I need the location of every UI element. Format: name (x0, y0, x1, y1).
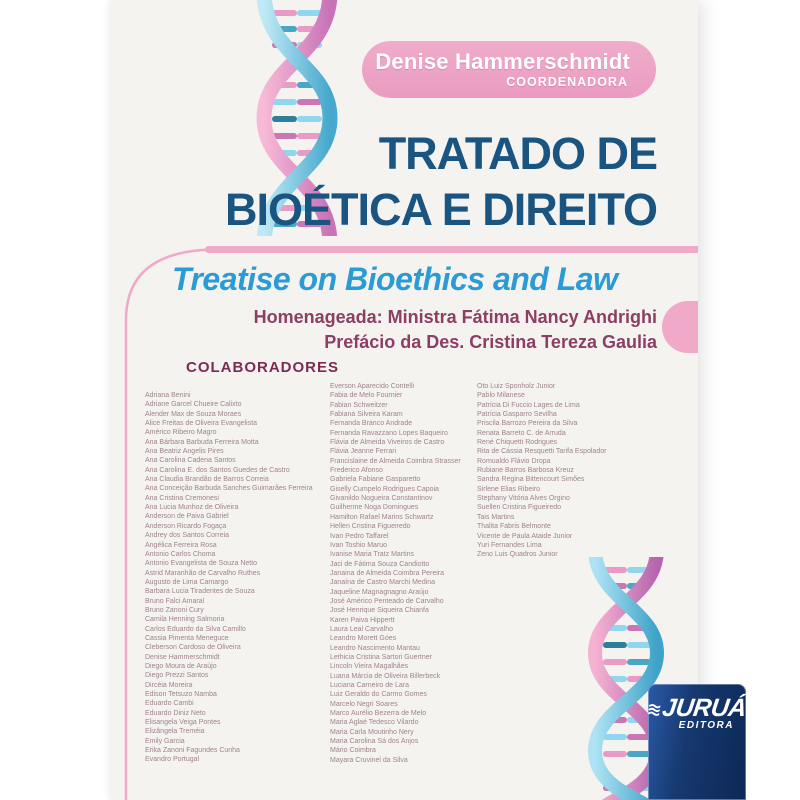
collaborator-name: Guilherme Noga Domingues (330, 504, 419, 512)
collaborator-name: Angélica Ferreira Rosa (145, 541, 217, 549)
collaborator-name: Lincoln Vieira Magalhães (330, 663, 409, 671)
collaborator-name: Suellen Cristina Figueiredo (477, 504, 562, 512)
collaborator-name: Anderson Ricardo Fogaça (145, 522, 227, 530)
collaborator-name: Ana Conceição Barbuda Sanches Guimarães Ferreira (145, 485, 313, 493)
collaborator-name: Denise Hammerschmidt (145, 653, 220, 661)
collaborators-column-3 (477, 382, 662, 560)
author-banner (362, 41, 656, 98)
collaborator-name: Sirlene Elias Ribeiro (477, 485, 541, 493)
preface-line: Prefácio da Des. Cristina Tereza Gaulia (324, 332, 657, 352)
pink-divider-bar (205, 246, 698, 253)
collaborators-heading: COLABORADORES (186, 359, 340, 376)
collaborator-name: René Chiquetti Rodrigues (477, 439, 558, 447)
collaborator-name: Ivanise Maria Tratz Martins (330, 551, 415, 559)
collaborator-name: Ana Beatriz Angelis Pires (145, 448, 224, 456)
collaborator-name: Oto Luiz Sponholz Junior (477, 383, 556, 390)
collaborator-name: Lethicia Cristina Sartori Guertner (330, 653, 432, 661)
collaborator-name: Janaina de Almeida Coimbra Pereira (330, 569, 445, 577)
collaborator-name: Barbara Lucia Tiradentes de Souza (145, 588, 255, 596)
collaborator-name: Vicente de Paula Ataide Junior (477, 532, 573, 540)
collaborator-name: Bruno Falci Amaral (145, 597, 205, 605)
collaborator-name: Anderson de Paiva Gabriel (145, 513, 229, 521)
collaborator-name: Dircéia Moreira (145, 681, 193, 689)
collaborator-name: Patrícia Gasparro Sevilha (477, 411, 557, 419)
collaborator-name: Ana Carolina Cadena Santos (145, 457, 236, 465)
collaborator-name: Priscila Barrozo Pereira da Silva (477, 420, 578, 428)
wave-lines-icon (647, 701, 662, 717)
collaborator-name: Evandro Portugal (145, 756, 200, 764)
collaborator-name: Renata Barreto C. de Arruda (477, 429, 566, 437)
collaborator-name: Fabia de Melo Fournier (330, 392, 403, 400)
collaborator-name: Ana Cristina Cremonesi (145, 494, 219, 502)
collaborator-name: Eduardo Cambi (145, 700, 194, 708)
collaborator-name: Elizângela Treméia (145, 728, 205, 736)
collaborator-name: Leandro Morett Góes (330, 635, 397, 643)
collaborator-name: Fernanda Ravazzano Lopes Baqueiro (330, 429, 448, 437)
collaborator-name: Américo Ribeiro Magro (145, 429, 217, 437)
collaborator-name: Pablo Milanese (477, 392, 525, 400)
collaborator-name: Luciana Carneiro de Lara (330, 682, 409, 689)
collaborator-name: Janaína de Castro Marchi Medina (330, 579, 436, 587)
collaborator-name: José Américo Penteado de Carvalho (330, 597, 444, 605)
collaborator-name: Antonio Evangelista de Souza Netto (145, 560, 258, 568)
collaborator-name: Antonio Carlos Choma (145, 550, 216, 558)
collaborator-name: Camila Henning Salmoria (145, 616, 225, 624)
collaborator-name: Flávia Jeanne Ferrari (330, 448, 397, 456)
collaborator-name: Marcelo Negri Soares (330, 700, 398, 708)
collaborator-name: Stephany Vitória Alves Orgino (477, 495, 570, 503)
collaborator-name: Ana Carolina E. dos Santos Guedes de Castro (145, 466, 290, 474)
collaborator-name: Erika Zanoni Fagundes Cunha (145, 747, 240, 755)
honoree-line: Homenageada: Ministra Fátima Nancy Andrighi (253, 307, 657, 327)
collaborator-name: Elisangela Veiga Pontes (145, 719, 221, 727)
author-name: Denise Hammerschmidt (375, 48, 630, 74)
collaborator-name: Everson Aparecido Contelli (330, 383, 415, 390)
collaborator-name: Leandro Nascimento Mantau (330, 644, 420, 652)
honors-block (254, 305, 657, 355)
collaborator-name: Ivan Toshio Maruo (330, 541, 388, 549)
collaborator-name: Yuri Fernandes Lima (477, 541, 542, 549)
collaborator-name: Luana Márcia de Oliveira Billerbeck (330, 672, 441, 680)
collaborator-name: Giselly Cumpelo Rodrigues Capoia (330, 485, 439, 493)
collaborator-name: Fabiana Silveira Karam (330, 411, 403, 419)
collaborator-name: Cassia Pimenta Meneguce (145, 634, 229, 642)
collaborator-name: Givanildo Nogueira Constantinov (330, 495, 433, 503)
collaborator-name: Bruno Zanoni Cury (145, 606, 204, 614)
collaborator-name: Andrey dos Santos Correia (145, 532, 230, 540)
collaborator-name: Ivan Pedro Taffarel (330, 532, 389, 540)
collaborator-name: Ana Lucia Munhoz de Oliveira (145, 504, 239, 512)
publisher-tagline: EDITORA (678, 720, 734, 731)
collaborator-name: Hellen Cristina Figueiredo (330, 523, 411, 531)
collaborator-name: Thalita Fabris Belmonte (477, 523, 551, 531)
collaborator-name: Jaqueline Magnagnagno Araújo (330, 588, 429, 596)
collaborator-name: Rubiane Barros Barbosa Kreuz (477, 467, 574, 475)
collaborator-name: Fernanda Branco Andrade (330, 420, 413, 428)
collaborator-name: Ana Bárbara Barbuda Ferreira Motta (145, 438, 259, 446)
collaborator-name: Tais Martins (477, 513, 515, 521)
collaborator-name: Hamilton Rafael Marins Schwartz (330, 513, 434, 521)
collaborator-name: Francislaine de Almeida Coimbra Strasser (330, 457, 461, 465)
collaborator-name: Diego Moura de Araújo (145, 662, 217, 670)
author-role: COORDENADORA (506, 74, 628, 89)
collaborator-name: Augusto de Lima Camargo (145, 578, 229, 586)
collaborator-name: Sandra Regina Bittencourt Simões (477, 476, 585, 484)
collaborator-name: Frederico Afonso (330, 467, 383, 475)
book-title-line2: BIOÉTICA E DIREITO (224, 184, 657, 235)
collaborator-name: Alice Freitas de Oliveira Evangelista (145, 420, 258, 428)
collaborator-name: Luiz Geraldo do Carmo Gomes (330, 691, 427, 699)
collaborator-name: Maria Aglaé Tedesco Vilardo (330, 719, 419, 727)
collaborator-name: Romualdo Flávio Dropa (477, 457, 551, 465)
collaborator-name: Emily Garcia (145, 737, 185, 745)
collaborator-name: Edison Tetsuzo Namba (145, 691, 217, 698)
collaborator-name: Adriana Benini (145, 392, 191, 399)
collaborator-name: Karen Paiva Hippertt (330, 616, 395, 624)
collaborator-name: Cleberson Cardoso de Oliveira (145, 644, 241, 652)
collaborator-name: Laura Leal Carvalho (330, 625, 394, 633)
collaborator-name: Adriane Garcel Chueire Calixto (145, 401, 242, 409)
book-title-line1: TRATADO DE (378, 128, 657, 179)
collaborator-name: Eduardo Diniz Neto (145, 709, 206, 717)
collaborator-name: Patrícia Di Fuccio Lages de Lima (477, 401, 580, 409)
collaborators-column-1 (145, 391, 330, 765)
collaborator-name: José Henrique Siqueira Chianfa (330, 607, 429, 615)
publisher-logo (648, 684, 749, 800)
collaborator-name: Mário Coimbra (330, 747, 376, 755)
collaborator-name: Jaci de Fátima Souza Candiotto (330, 560, 430, 568)
collaborator-name: Diego Prezzi Santos (145, 672, 209, 680)
collaborator-name: Astrid Maranhão de Carvalho Ruthes (145, 569, 261, 577)
collaborator-name: Ana Claudia Brandão de Barros Correia (145, 476, 269, 484)
collaborator-name: Gabriela Fabiane Gasparetto (330, 476, 421, 484)
collaborator-name: Fabian Schweitzer (330, 401, 388, 409)
collaborator-name: Flávia de Almeida Viveiros de Castro (330, 439, 445, 447)
book-title (225, 126, 657, 238)
collaborator-name: Zeno Luis Quadros Junior (477, 551, 558, 559)
collaborator-name: Alender Max de Souza Moraes (145, 410, 242, 418)
collaborator-name: Carlos Eduardo da Silva Camillo (145, 625, 246, 633)
collaborator-name: Rita de Cássia Resquetti Tarifa Espolador (477, 448, 607, 456)
collaborator-name: Mayara Cruvinel da Silva (330, 756, 408, 764)
collaborator-name: Maria Carla Moutinho Nery (330, 728, 414, 736)
book-subtitle: Treatise on Bioethics and Law (172, 261, 618, 297)
publisher-name: JURUÁ (660, 694, 749, 722)
collaborator-name: Maria Carolina Sá dos Anjos (330, 738, 419, 746)
collaborator-name: Marco Aurélio Bezerra de Melo (330, 710, 427, 718)
